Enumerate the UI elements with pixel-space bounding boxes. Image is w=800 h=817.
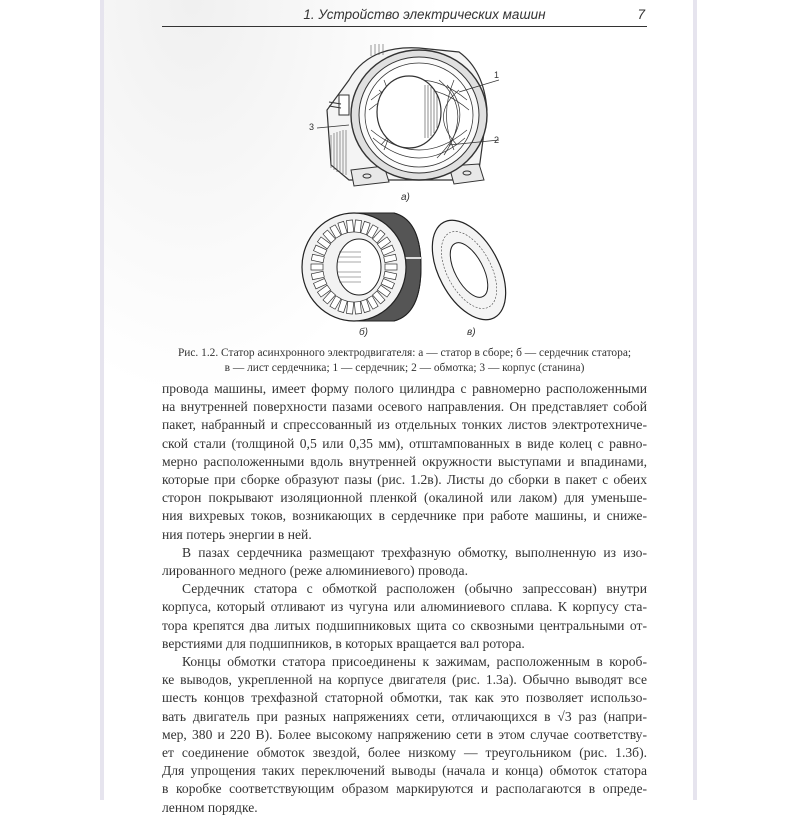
subfigure-label-a: а) [401,192,410,203]
label-3-housing: 3 [309,122,315,132]
core-slot [311,264,323,270]
paragraph [162,580,647,653]
core-slot [385,264,397,270]
text-line: пакет, набранный и спрессованный из отдельных тонких листов электротехниче- [162,417,647,433]
label-2-winding: 2 [494,135,500,145]
running-header [162,4,647,27]
text-line: ленном порядке. [162,799,258,815]
subfigure-label-b: б) [359,327,368,338]
text-line: ке выводов, укрепленной на корпусе двигателя (рис. 1.3а). Обычно выводят все [162,672,647,688]
text-line: мерно расположенными вдоль внутренней окружности выступами и впадинами, [162,453,647,469]
text-line: тора крепятся два литых подшипниковых щита со сквозными центральными от- [162,617,647,633]
paragraph [162,653,647,817]
text-line: лированного медного (реже алюминиевого) провода. [162,563,468,579]
core-slot [347,220,354,233]
text-line: провода машины, имеет форму полого цилиндра с равномерно расположенными [162,381,647,396]
text-line: корпуса, который отливают из чугуна или алюминиевого сплава. К корпусу ста- [162,599,647,615]
figure-caption [162,346,647,376]
text-line: верстиями для подшипников, в которых вращается вал ротора. [162,635,525,651]
label-1-core: 1 [494,70,500,80]
core-slot [354,220,361,233]
text-line: которые при сборке образуют пазы (рис. 1.2в). Листы до сборки в пакет с обеих [162,472,647,488]
paragraph [162,544,647,580]
text-line: ния вихревых токов, возникающих в сердечнике при работе машины, и сниже- [162,508,647,524]
body-text [162,380,647,817]
text-line: ской стали (толщиной 0,5 или 0,35 мм), отштампованных в виде колец с равно- [162,435,647,451]
caption-line: Рис. 1.2. Статор асинхронного электродвигателя: а — статор в сборе; б — сердечник статора; [177,347,632,359]
text-line: вать двигатель при разных напряжениях сети, отличающихся в √3 раз (напри- [162,708,647,724]
book-page [100,0,697,815]
text-line: мер, 380 и 220 В). Более высокому напряжению сети в этом случае соответству- [162,726,647,742]
figure-stator-core [299,210,424,325]
figure-stator-assembled [309,40,499,190]
subfigure-label-v: в) [467,327,476,338]
text-line: Для упрощения таких переключений выводы (начала и конца) обмоток статора [162,763,647,779]
text-line: Концы обмотки статора присоединены к зажимам, расположенным в короб- [182,654,647,670]
chapter-title: 1. Устройство электрических машин [303,7,546,22]
core-slot [354,301,361,314]
figure-core-lamination [424,215,514,325]
paragraph [162,380,647,544]
text-line: в коробке соответствующим образом маркируются и располагаются в опреде- [162,781,647,797]
page-number: 7 [637,7,645,22]
text-line: В пазах сердечника размещают трехфазную обмотку, выполненную из изо- [182,544,647,560]
caption-line: в — лист сердечника; 1 — сердечник; 2 — обмотка; 3 — корпус (станина) [224,362,585,374]
core-slot [347,301,354,314]
text-line: ния потерь энергии в ней. [162,526,312,542]
text-line: ет соединение обмоток звездой, более низкому — треугольником (рис. 1.3б). [162,745,647,761]
text-line: на внутренней поверхности пазами осевого направления. Он представляет собой [162,399,647,415]
text-line: сторон покрывают изоляционной пленкой (окалиной или лаком) для уменьше- [162,490,647,506]
text-line: шесть концов трехфазной статорной обмотки, так как это позволяет использо- [162,690,647,706]
text-line: Сердечник статора с обмоткой расположен (обычно запрессован) внутри [182,581,647,597]
